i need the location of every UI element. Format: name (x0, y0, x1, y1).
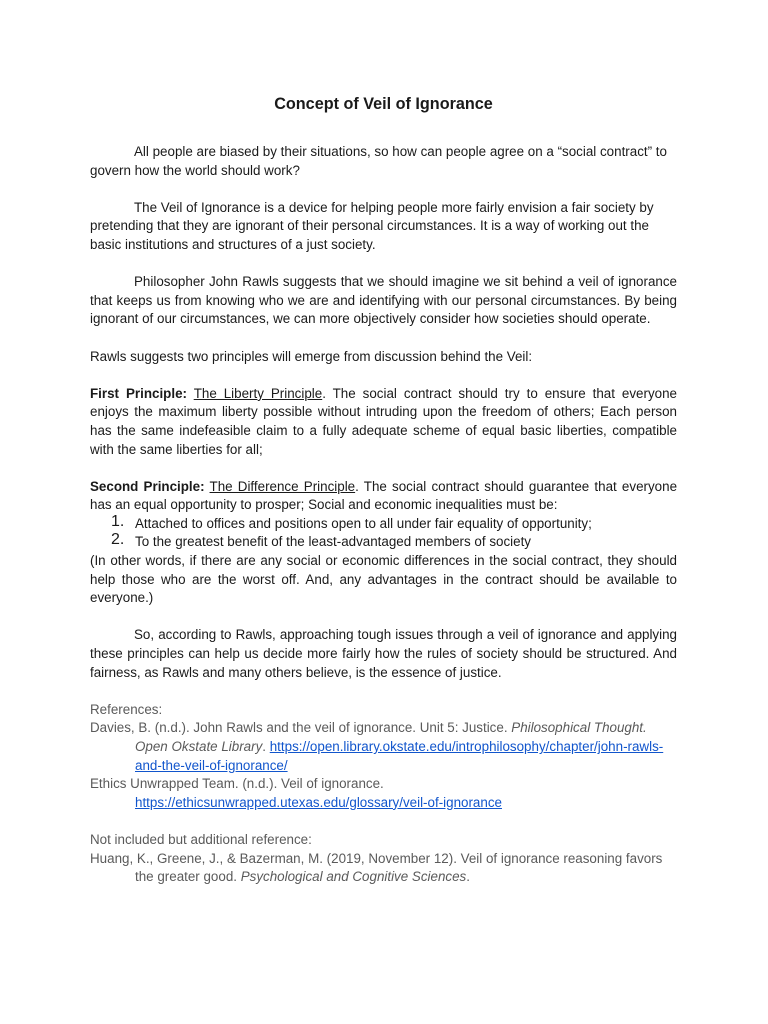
reference-ethics-unwrapped (90, 775, 677, 812)
reference-text: Huang, K., Greene, J., & Bazerman, M. (2019, November 12). Veil of ignorance reasoning favors the greater good. (90, 850, 663, 885)
first-principle-name: The Liberty Principle (193, 385, 323, 401)
reference-text: Ethics Unwrapped Team. (n.d.). Veil of ignorance. (90, 776, 384, 792)
intro-paragraph: All people are biased by their situations, so how can people agree on a “social contract” to govern how the world should work? (90, 144, 667, 178)
references-heading: References: (90, 701, 163, 717)
first-principle-text: . The social contract should try to ensure that everyone enjoys the maximum liberty possible without intruding upon the freedom of others; Each person has the same indefeasible claim to a fully adequate scheme of equal basic liberties, compatible with the same liberties for all; (90, 385, 677, 457)
list-number: 2. (111, 531, 125, 549)
reference-link-ethicsunwrapped[interactable]: https://ethicsunwrapped.utexas.edu/glossary/veil-of-ignorance (135, 794, 502, 810)
reference-huang (90, 850, 677, 887)
reference-text: Davies, B. (n.d.). John Rawls and the veil of ignorance. Unit 5: Justice. (90, 720, 512, 736)
reference-end: . (466, 869, 470, 885)
list-item (90, 533, 677, 552)
second-principle-name: The Difference Principle (209, 478, 356, 494)
document-page (90, 94, 677, 887)
difference-principle-list (90, 512, 677, 552)
difference-note: (In other words, if there are any social or economic differences in the social contract, they should help those who are the worst off. And, any advantages in the contract should be available to everyone.) (90, 553, 677, 606)
reference-source: Psychological and Cognitive Sciences (240, 869, 467, 885)
reference-source: Philosophical Thought. Open Okstate Library (135, 720, 647, 754)
document-title: Concept of Veil of Ignorance (274, 95, 493, 113)
second-principle-label: Second Principle: (90, 478, 205, 494)
second-principle-paragraph (90, 478, 677, 515)
additional-reference-heading: Not included but additional reference: (90, 831, 312, 847)
reference-davies (90, 719, 677, 775)
reference-link-okstate[interactable]: https://open.library.okstate.edu/introphilosophy/chapter/john-rawls-and-the-veil-of-ignorance/ (135, 739, 664, 773)
second-principle-text: . The social contract should guarantee that everyone has an equal opportunity to prosper; Social and economic inequalities must be: (90, 478, 678, 513)
list-item-text: To the greatest benefit of the least-advantaged members of society (135, 534, 531, 550)
principles-intro: Rawls suggests two principles will emerge from discussion behind the Veil: (90, 348, 533, 364)
reference-separator: . (262, 739, 270, 754)
list-item (90, 512, 677, 534)
conclusion-paragraph: So, according to Rawls, approaching tough issues through a veil of ignorance and applying these principles can help us decide more fairly how the rules of society should be structured. And fairness, as Rawls and many others believe, is the essence of justice. (90, 627, 677, 680)
list-number: 1. (111, 512, 125, 530)
definition-paragraph: The Veil of Ignorance is a device for helping people more fairly envision a fair society by pretending that they are ignorant of their personal circumstances. It is a way of working out the basic institutions and structures of a just society. (90, 199, 654, 252)
first-principle-label: First Principle: (90, 385, 187, 401)
references-section (90, 701, 677, 887)
rawls-paragraph: Philosopher John Rawls suggests that we should imagine we sit behind a veil of ignorance that keeps us from knowing who we are and identifying with our personal circumstances. By being ignorant of our circumstances, we can more objectively consider how societies should operate. (90, 274, 677, 327)
first-principle-paragraph (90, 385, 677, 459)
list-item-text: Attached to offices and positions open to all under fair equality of opportunity; (135, 515, 592, 531)
